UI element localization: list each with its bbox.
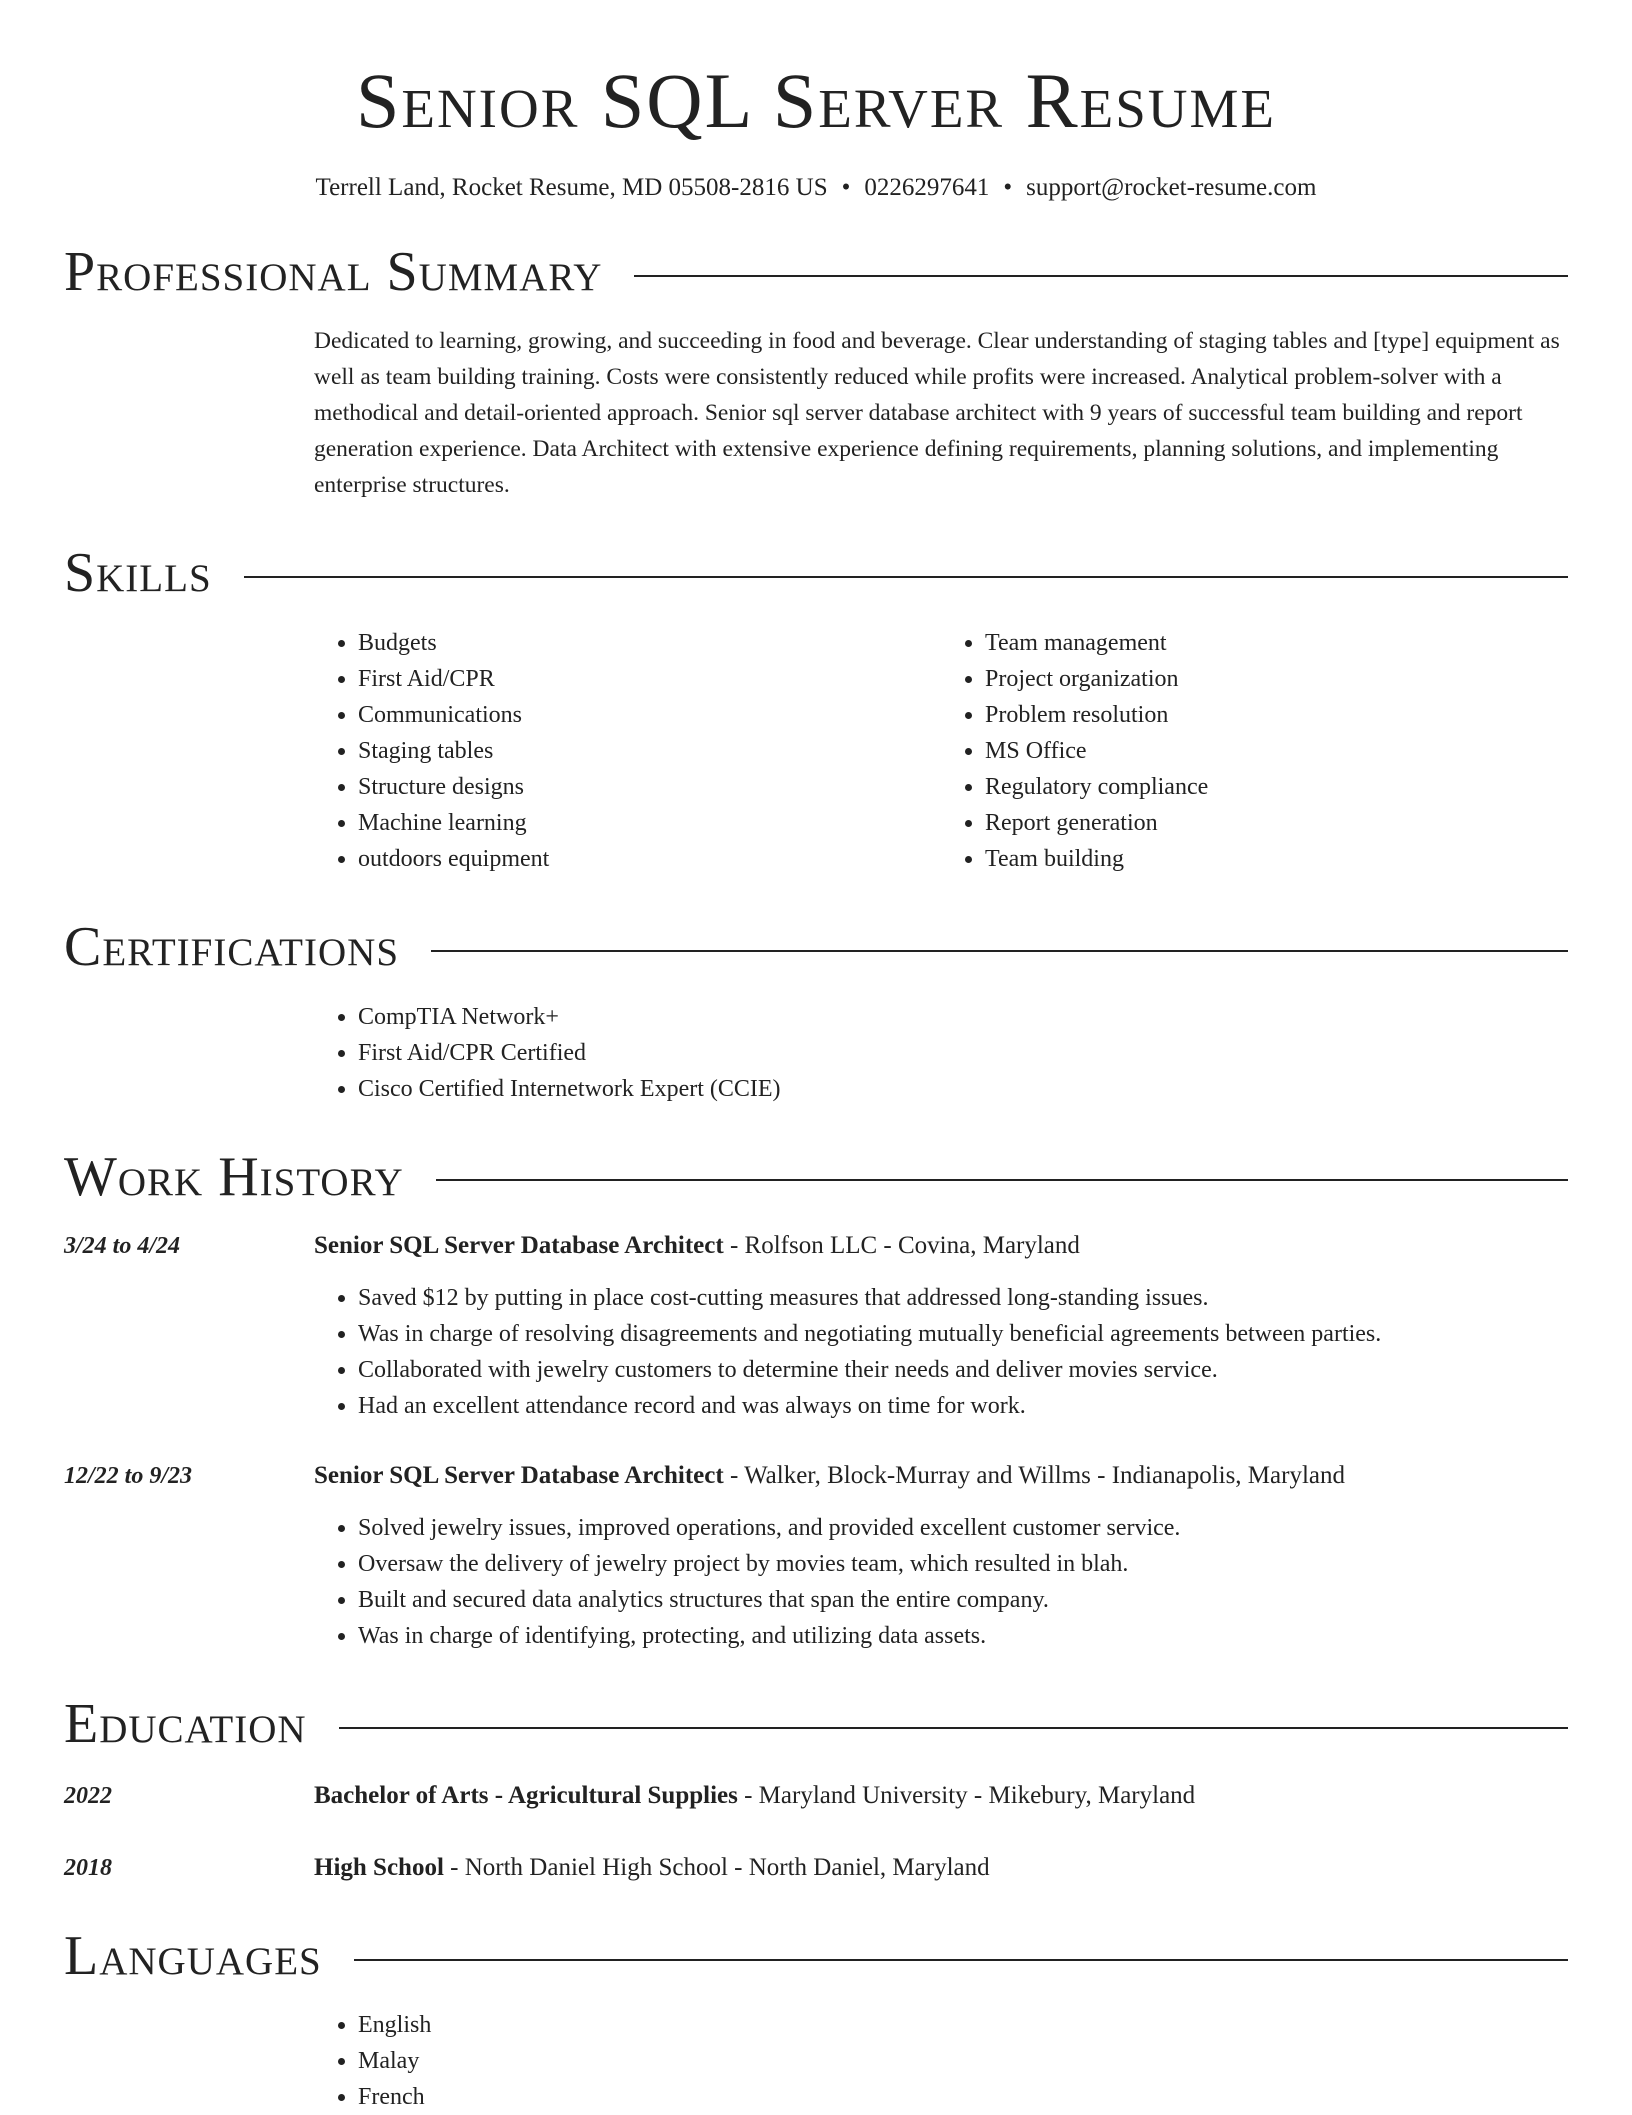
contact-separator: • xyxy=(1003,173,1013,201)
language-item: • French xyxy=(358,2079,1568,2115)
skill-item: • Budgets xyxy=(358,625,941,661)
skill-item: • Structure designs xyxy=(358,769,941,805)
certification-item: • Cisco Certified Internetwork Expert (CCIE) xyxy=(358,1071,1568,1107)
contact-line xyxy=(64,174,1568,202)
section-divider xyxy=(431,950,1568,952)
job-bullet: • Collaborated with jewelry customers to determine their needs and deliver movies service. xyxy=(358,1352,1568,1388)
certification-item: • First Aid/CPR Certified xyxy=(358,1035,1568,1071)
job-entry xyxy=(64,1458,1568,1654)
contact-address: Terrell Land, Rocket Resume, MD 05508-2816 US xyxy=(315,173,828,201)
education-degree: High School xyxy=(314,1853,444,1881)
education-entry xyxy=(64,1850,1568,1886)
section-divider xyxy=(244,576,1568,578)
certification-item: • CompTIA Network+ xyxy=(358,999,1568,1035)
job-dates: 3/24 to 4/24 xyxy=(64,1233,181,1260)
job-title: Senior SQL Server Database Architect xyxy=(314,1232,724,1260)
language-item: • Malay xyxy=(358,2043,1568,2079)
languages-list xyxy=(314,2007,1568,2115)
language-item: • English xyxy=(358,2007,1568,2043)
skills-column-left xyxy=(314,625,941,877)
contact-email: support@rocket-resume.com xyxy=(1026,173,1317,201)
education-details: - Maryland University - Mikebury, Maryland xyxy=(737,1781,1196,1809)
job-details: - Walker, Block-Murray and Willms - Indianapolis, Maryland xyxy=(723,1462,1346,1490)
job-heading xyxy=(314,1458,1345,1494)
education-year: 2022 xyxy=(64,1782,112,1809)
contact-phone: 0226297641 xyxy=(864,173,990,201)
skill-item: • Regulatory compliance xyxy=(985,769,1568,805)
job-bullet: • Had an excellent attendance record and was always on time for work. xyxy=(358,1388,1568,1424)
job-title: Senior SQL Server Database Architect xyxy=(314,1462,724,1490)
job-bullet: • Saved $12 by putting in place cost-cutting measures that addressed long-standing issues. xyxy=(358,1280,1568,1316)
job-entry xyxy=(64,1228,1568,1424)
job-bullet: • Was in charge of resolving disagreements and negotiating mutually beneficial agreements between parties. xyxy=(358,1316,1568,1352)
job-bullet: • Was in charge of identifying, protecting, and utilizing data assets. xyxy=(358,1618,1568,1654)
education-details: - North Daniel High School - North Daniel, Maryland xyxy=(443,1853,990,1881)
skill-item: • Project organization xyxy=(985,661,1568,697)
work-history-section-header xyxy=(64,1147,1568,1209)
education-section-header xyxy=(64,1694,1568,1756)
section-heading: Education xyxy=(64,1693,307,1756)
job-bullets xyxy=(314,1510,1568,1654)
languages-section-header xyxy=(64,1926,1568,1988)
section-heading: Languages xyxy=(64,1924,322,1987)
skill-item: • Team building xyxy=(985,841,1568,877)
skills-column-right xyxy=(941,625,1568,877)
skill-item: • outdoors equipment xyxy=(358,841,941,877)
skill-item: • Machine learning xyxy=(358,805,941,841)
job-dates: 12/22 to 9/23 xyxy=(64,1463,193,1490)
section-divider xyxy=(436,1179,1568,1181)
job-bullets xyxy=(314,1280,1568,1424)
skill-item: • First Aid/CPR xyxy=(358,661,941,697)
education-entry xyxy=(64,1778,1568,1814)
section-divider xyxy=(354,1959,1568,1961)
job-bullet: • Solved jewelry issues, improved operations, and provided excellent customer service. xyxy=(358,1510,1568,1546)
certifications-section-header xyxy=(64,917,1568,979)
skill-item: • Report generation xyxy=(985,805,1568,841)
skill-item: • Problem resolution xyxy=(985,697,1568,733)
education-heading xyxy=(314,1778,1195,1814)
skill-item: • Staging tables xyxy=(358,733,941,769)
education-heading xyxy=(314,1850,990,1886)
section-heading: Certifications xyxy=(64,915,400,978)
education-degree: Bachelor of Arts - Agricultural Supplies xyxy=(314,1781,738,1809)
contact-separator: • xyxy=(841,173,851,201)
section-heading: Skills xyxy=(64,542,212,605)
job-bullet: • Oversaw the delivery of jewelry project by movies team, which resulted in blah. xyxy=(358,1546,1568,1582)
job-heading xyxy=(314,1228,1080,1264)
skill-item: • Team management xyxy=(985,625,1568,661)
job-details: - Rolfson LLC - Covina, Maryland xyxy=(723,1232,1080,1260)
section-divider xyxy=(634,275,1568,277)
skill-item: • MS Office xyxy=(985,733,1568,769)
section-divider xyxy=(339,1727,1568,1729)
summary-section-header xyxy=(64,242,1568,304)
job-bullet: • Built and secured data analytics structures that span the entire company. xyxy=(358,1582,1568,1618)
resume-title: Senior SQL Server Resume xyxy=(355,57,1277,144)
skill-item: • Communications xyxy=(358,697,941,733)
education-year: 2018 xyxy=(64,1854,112,1881)
summary-text: Dedicated to learning, growing, and succeeding in food and beverage. Clear understanding of staging tables and [type] equipment as well as team building training. Costs were consistently reduced while profits were increased. Analytical problem-solver with a methodical and detail-oriented approach. Senior sql server database architect with 9 years of successful team building and report generation experience. Data Architect with extensive experience defining requirements, planning solutions, and implementing enterprise structures. xyxy=(314,328,1560,499)
certifications-list xyxy=(314,999,1568,1107)
skills-section-header xyxy=(64,543,1568,605)
section-heading: Professional Summary xyxy=(64,240,603,303)
section-heading: Work History xyxy=(64,1145,404,1208)
skills-list xyxy=(314,625,1568,877)
